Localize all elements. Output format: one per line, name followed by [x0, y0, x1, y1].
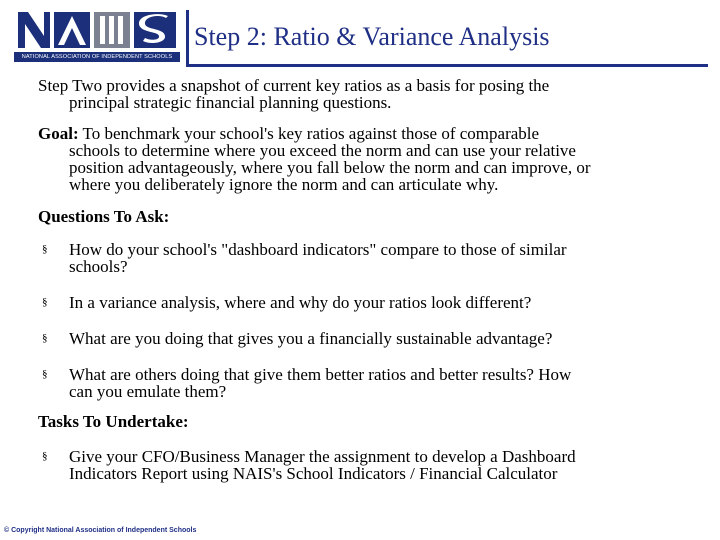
tasks-heading: Tasks To Undertake:	[38, 412, 189, 431]
intro-lead: Step Two	[38, 76, 103, 95]
list-item	[38, 448, 700, 482]
copyright-footer: © Copyright National Association of Independent Schools	[4, 527, 197, 534]
question-3-line-1: What are you doing that gives you a financially sustainable advantage?	[69, 329, 553, 348]
question-1-line-1: How do your school's "dashboard indicators" compare to those of similar	[69, 240, 567, 259]
intro-text-1: provides a snapshot of current key ratios as a basis for posing the	[102, 76, 550, 95]
question-4-line-1: What are others doing that give them better ratios and better results? How	[69, 365, 572, 384]
bullet-icon: §	[42, 450, 48, 462]
goal-text-4: where you deliberately ignore the norm and can articulate why.	[69, 175, 499, 194]
task-1-line-1: Give your CFO/Business Manager the assignment to develop a Dashboard	[69, 447, 576, 466]
bullet-icon: §	[42, 332, 48, 344]
task-1-line-2: Indicators Report using NAIS's School Indicators / Financial Calculator	[69, 464, 558, 483]
goal-text-2: schools to determine where you exceed the norm and can use your relative	[69, 141, 576, 160]
header-vertical-rule	[186, 10, 189, 66]
question-4-line-2: can you emulate them?	[69, 382, 227, 401]
intro-text-2: principal strategic financial planning questions.	[69, 93, 392, 112]
questions-list	[38, 241, 700, 400]
bullet-icon: §	[42, 296, 48, 308]
list-item	[38, 294, 700, 311]
goal-text-3: position advantageously, where you fall below the norm and can improve, or	[69, 158, 591, 177]
list-item	[38, 241, 700, 275]
list-item	[38, 366, 700, 400]
header-horizontal-rule	[186, 64, 708, 67]
nais-logo-mark	[14, 8, 180, 52]
question-1-line-2: schools?	[69, 257, 128, 276]
bullet-icon: §	[42, 368, 48, 380]
list-item	[38, 330, 700, 347]
question-2-line-1: In a variance analysis, where and why do your ratios look different?	[69, 293, 532, 312]
logo-caption: NATIONAL ASSOCIATION OF INDEPENDENT SCHOOLS	[14, 52, 180, 62]
bullet-icon: §	[42, 243, 48, 255]
intro-paragraph	[38, 77, 700, 111]
goal-label: Goal:	[38, 124, 79, 143]
tasks-list	[38, 448, 700, 482]
goal-text-1: To benchmark your school's key ratios against those of comparable	[78, 124, 540, 143]
questions-heading: Questions To Ask:	[38, 207, 170, 226]
slide-header	[0, 0, 720, 66]
slide-title: Step 2: Ratio & Variance Analysis	[194, 22, 550, 51]
nais-logo	[14, 8, 180, 62]
goal-paragraph	[38, 125, 700, 193]
slide-body	[38, 77, 700, 482]
